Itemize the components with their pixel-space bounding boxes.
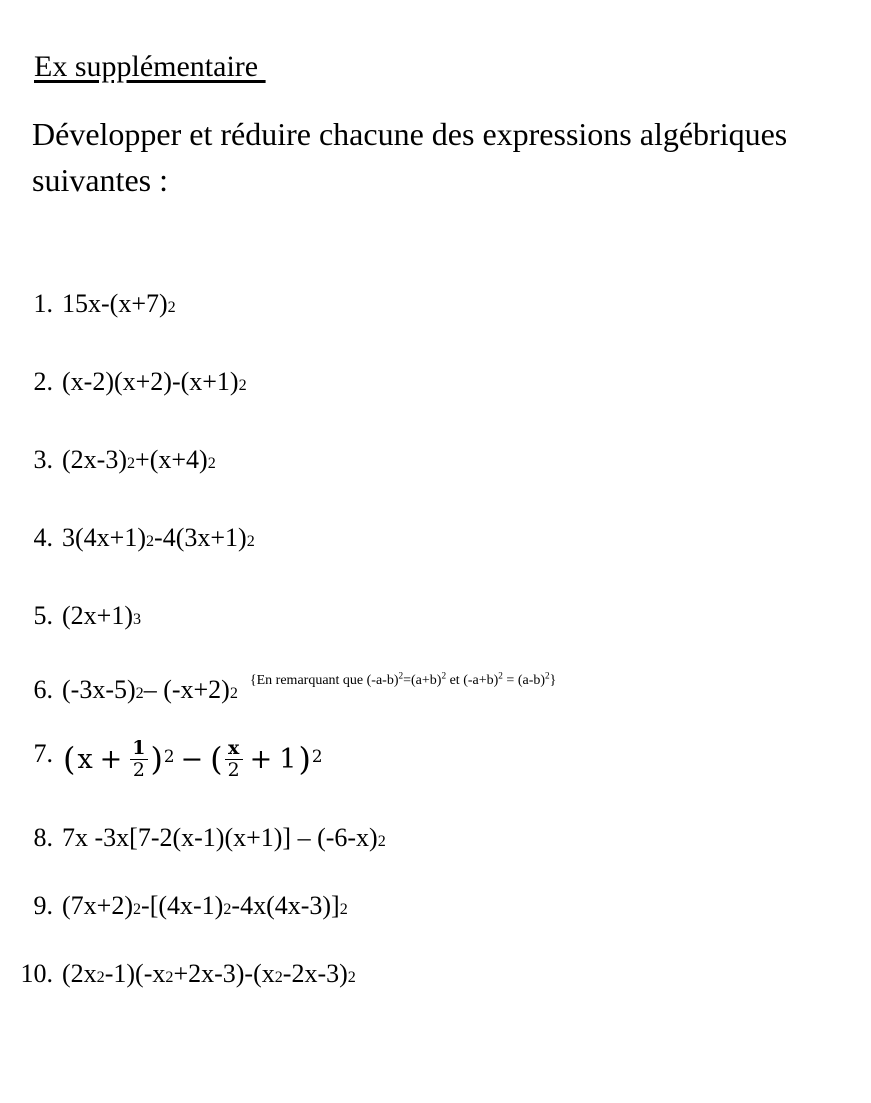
list-spacer xyxy=(0,631,871,675)
exercise-item xyxy=(0,367,871,397)
close-paren: ) xyxy=(298,740,311,779)
exercise-number: 2. xyxy=(33,367,53,396)
exercise-number: 1. xyxy=(33,289,53,318)
list-spacer xyxy=(0,397,871,445)
exercise-number: 4. xyxy=(33,523,53,552)
exercise-expression: (7x+2) 2 -[(4x-1) 2 -4x(4x-3)] 2 xyxy=(62,890,348,920)
exercise-expression: (2x 2 -1)(-x 2 +2x-3)-(x 2 -2x-3) 2 xyxy=(62,958,356,988)
expression-text: =(a+b) xyxy=(403,673,442,688)
expression-text: (-3x-5) xyxy=(62,675,136,704)
exercise-number: 5. xyxy=(33,601,53,630)
expression-text: (2x xyxy=(62,958,97,988)
fraction xyxy=(225,739,243,781)
exercise-item xyxy=(0,670,871,705)
exercise-expression: (-3x-5) 2 – (-x+2) 2 xyxy=(62,675,238,704)
exercise-expression: (x-2)(x+2)-(x+1) 2 xyxy=(62,367,247,396)
number-one: 1 xyxy=(279,744,297,776)
minus-operator: − xyxy=(180,744,204,776)
exercise-number: 6. xyxy=(33,675,53,704)
exercise-expression: (2x+1) 3 xyxy=(62,601,142,630)
plus-operator: + xyxy=(99,744,123,776)
exponent: 2 xyxy=(545,670,550,681)
expression-text: – (-x+2) xyxy=(143,675,230,704)
expression-text: -2x-3) xyxy=(282,958,348,988)
exercise-expression: (2x-3) 2 +(x+4) 2 xyxy=(62,445,216,474)
exercise-expression: 7x -3x[7-2(x-1)(x+1)] – (-6-x) 2 xyxy=(62,822,386,852)
expression-text: (2x+1) xyxy=(62,601,133,630)
expression-text: +(x+4) xyxy=(135,445,208,474)
exercise-item xyxy=(0,523,871,553)
math-expression: ( x + $\frac{1}{2}$ ) $^2$ − ( $\frac{x}{2}$ + 1 ) $^2$ xyxy=(63,737,323,782)
exercise-item xyxy=(0,445,871,475)
page-title: Ex supplémentaire xyxy=(34,50,266,83)
open-paren: ( xyxy=(63,740,76,779)
list-spacer xyxy=(0,553,871,601)
expression-text: -4(3x+1) xyxy=(154,523,247,552)
expression-text: 3(4x+1) xyxy=(62,523,146,552)
exercise-item xyxy=(0,739,871,781)
expression-text: +2x-3)-(x xyxy=(173,958,275,988)
expression-text: (7x+2) xyxy=(62,890,133,920)
fraction-denominator: 2 xyxy=(130,759,148,780)
fraction-numerator: x xyxy=(227,737,240,759)
list-spacer xyxy=(0,853,871,891)
expression-text: {En remarquant que (-a-b) xyxy=(249,673,399,688)
exercise-expression: 3(4x+1) 2 -4(3x+1) 2 xyxy=(62,523,255,552)
expression-text: -1)(-x xyxy=(104,958,166,988)
expression-text: -[(4x-1) xyxy=(141,890,224,920)
expression-text: 7x -3x[7-2(x-1)(x+1)] – (-6-x) xyxy=(62,822,378,852)
exercise-item xyxy=(0,891,871,921)
fraction-denominator: 2 xyxy=(225,759,243,780)
exercise-item xyxy=(0,823,871,853)
expression-text: -4x(4x-3)] xyxy=(231,890,340,920)
expression-text: 15x-(x+7) xyxy=(62,289,168,318)
expression-text: = (a-b) xyxy=(502,673,546,688)
expression-text: } xyxy=(549,673,557,688)
close-paren: ) xyxy=(150,740,163,779)
exercise-number: 7. xyxy=(33,739,53,768)
list-spacer xyxy=(0,475,871,523)
fraction-numerator: 1 xyxy=(132,737,146,759)
exercise-expression: 15x-(x+7) 2 xyxy=(62,289,176,318)
expression-text: (x-2)(x+2)-(x+1) xyxy=(62,367,239,396)
instruction-paragraph: Développer et réduire chacune des expressions algébriques suivantes : xyxy=(32,116,788,198)
open-paren: ( xyxy=(210,740,223,779)
plus-operator: + xyxy=(249,744,273,776)
exercise-list xyxy=(0,289,871,989)
exercise-item xyxy=(0,289,871,319)
list-spacer xyxy=(0,319,871,367)
exercise-annotation xyxy=(249,670,557,689)
list-spacer xyxy=(0,705,871,739)
exercise-number: 8. xyxy=(33,822,53,852)
exponent: 2 xyxy=(441,670,447,681)
list-spacer xyxy=(0,781,871,823)
list-spacer xyxy=(0,921,871,959)
fraction xyxy=(129,739,148,781)
exponent: 2 xyxy=(398,670,404,681)
exercise-number: 10. xyxy=(20,958,53,988)
expression-text: et (-a+b) xyxy=(446,673,499,688)
exponent: 2 xyxy=(498,670,503,681)
variable-x: x xyxy=(77,744,93,776)
exercise-number: 3. xyxy=(33,445,53,474)
expression-text: (2x-3) xyxy=(62,445,127,474)
exercise-item xyxy=(0,601,871,631)
exercise-number: 9. xyxy=(33,890,53,920)
exercise-expression xyxy=(62,739,323,781)
exercise-item xyxy=(0,959,871,989)
